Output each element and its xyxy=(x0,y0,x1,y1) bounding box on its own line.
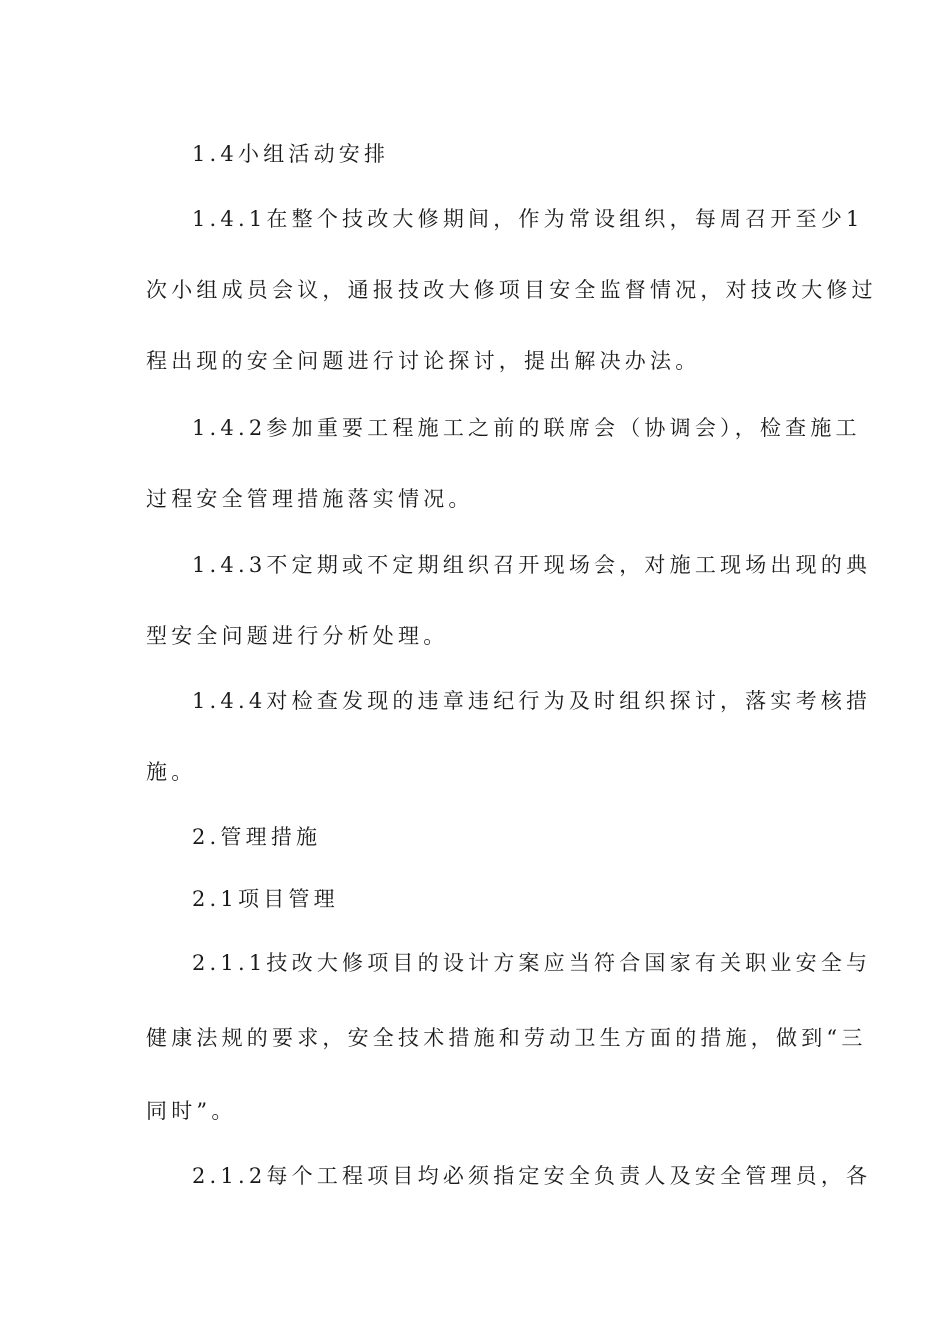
paragraph-line: 2.1.2每个工程项目均必须指定安全负责人及安全管理员，各 xyxy=(192,1164,872,1188)
heading-1-4: 1.4小组活动安排 xyxy=(192,142,390,166)
paragraph-line: 型安全问题进行分析处理。 xyxy=(146,624,449,648)
paragraph-line: 2.1.1技改大修项目的设计方案应当符合国家有关职业安全与 xyxy=(192,951,872,975)
paragraph-line: 健康法规的要求，安全技术措施和劳动卫生方面的措施，做到“三 xyxy=(146,1026,867,1050)
paragraph-line: 1.4.4对检查发现的违章违纪行为及时组织探讨，落实考核措 xyxy=(192,689,872,713)
paragraph-line: 程出现的安全问题进行讨论探讨，提出解决办法。 xyxy=(146,349,701,373)
heading-2-1: 2.1项目管理 xyxy=(192,887,339,911)
paragraph-line: 施。 xyxy=(146,760,197,784)
paragraph-line: 1.4.2参加重要工程施工之前的联席会（协调会），检查施工 xyxy=(192,416,861,440)
paragraph-line: 过程安全管理措施落实情况。 xyxy=(146,487,474,511)
paragraph-line: 1.4.1在整个技改大修期间，作为常设组织，每周召开至少1 xyxy=(192,207,864,231)
paragraph-line: 同时”。 xyxy=(146,1099,237,1123)
paragraph-line: 次小组成员会议，通报技改大修项目安全监督情况，对技改大修过 xyxy=(146,278,877,302)
heading-2: 2.管理措施 xyxy=(192,825,322,849)
paragraph-line: 1.4.3不定期或不定期组织召开现场会，对施工现场出现的典 xyxy=(192,553,872,577)
